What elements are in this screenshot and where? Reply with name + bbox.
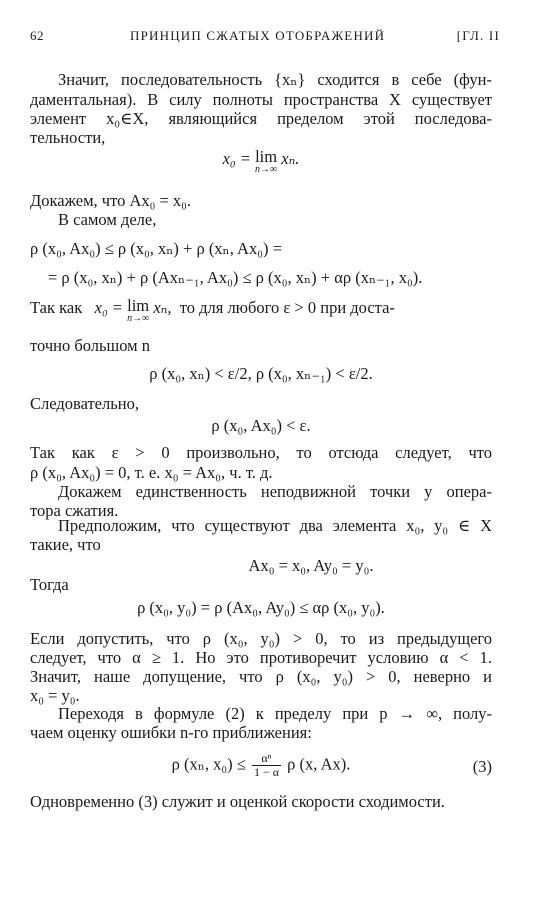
- formula-line: ρ (x₀, y₀) = ρ (Ax₀, Ay₀) ≤ αρ (x₀, y₀).: [137, 598, 385, 617]
- text-line: такие, что: [30, 535, 101, 554]
- text-line: даментальная). В силу полноты пространства X существует: [30, 90, 492, 109]
- text-line: элемент x₀∈X, являющийся пределом этой последова-: [30, 109, 492, 128]
- text-line: Переходя в формуле (2) к пределу при p → ∞, полу-: [58, 704, 492, 723]
- text-line: Значит, последовательность {xₙ} сходится в себе (фун-: [58, 70, 492, 89]
- formula-line: ρ (x₀, Ax₀) < ε.: [211, 416, 311, 435]
- formula-error-estimate: ρ (xₙ, x₀) ≤ $\frac{\text{αⁿ}}{1 - \alpha}$ ρ (x, Ax).: [171, 751, 351, 779]
- text-line: чаем оценку ошибки n-го приближения:: [30, 723, 312, 742]
- formula-line: = ρ (x₀, xₙ) + ρ (Axₙ₋₁, Ax₀) ≤ ρ (x₀, xₙ) + αρ (xₙ₋₁, x₀).: [48, 268, 423, 287]
- running-title: ПРИНЦИП СЖАТЫХ ОТОБРАЖЕНИЙ: [130, 28, 386, 43]
- text-line: тора сжатия.: [30, 501, 119, 520]
- text-line: Докажем, что Ax₀ = x₀.: [30, 191, 192, 210]
- formula-line: Ax₀ = x₀, Ay₀ = y₀.: [248, 556, 374, 575]
- text-line-with-limit: Так как x₀ = lim n→∞ xₙ, то для любого ε > 0 при доста-: [30, 296, 395, 324]
- text-line: x₀ = y₀.: [30, 686, 80, 705]
- text-line: Докажем единственность неподвижной точки у опера-: [58, 482, 492, 501]
- text-line: Одновременно (3) служит и оценкой скорости сходимости.: [30, 792, 445, 811]
- text-line: следует, что α ≥ 1. Но это противоречит условию α < 1.: [30, 648, 492, 667]
- text-line: В самом деле,: [58, 210, 157, 229]
- equation-label: (3): [472, 757, 492, 776]
- chapter-marker: [ГЛ. II: [456, 28, 500, 43]
- running-header: [30, 26, 500, 46]
- formula-line: ρ (x₀, xₙ) < ε/2, ρ (x₀, xₙ₋₁) < ε/2.: [149, 364, 373, 383]
- text-line: ρ (x₀, Ax₀) = 0, т. е. x₀ = Ax₀, ч. т. д.: [30, 463, 273, 482]
- page-number: 62: [30, 28, 44, 43]
- text-line: Предположим, что существуют два элемента x₀, y₀ ∈ X: [58, 516, 492, 535]
- text-line: Так как ε > 0 произвольно, то отсюда следует, что: [30, 443, 492, 462]
- text-line: Тогда: [30, 575, 69, 594]
- text-line: Следовательно,: [30, 394, 139, 413]
- formula-line: ρ (x₀, Ax₀) ≤ ρ (x₀, xₙ) + ρ (xₙ, Ax₀) =: [30, 239, 282, 258]
- text-line: Если допустить, что ρ (x₀, y₀) > 0, то из предыдущего: [30, 629, 492, 648]
- text-line: тельности,: [30, 128, 106, 147]
- formula-limit: x₀ = lim n→∞ xₙ.: [222, 147, 300, 175]
- text-line: Значит, наше допущение, что ρ (x₀, y₀) > 0, неверно и: [30, 667, 492, 686]
- text-line: точно большом n: [30, 336, 150, 355]
